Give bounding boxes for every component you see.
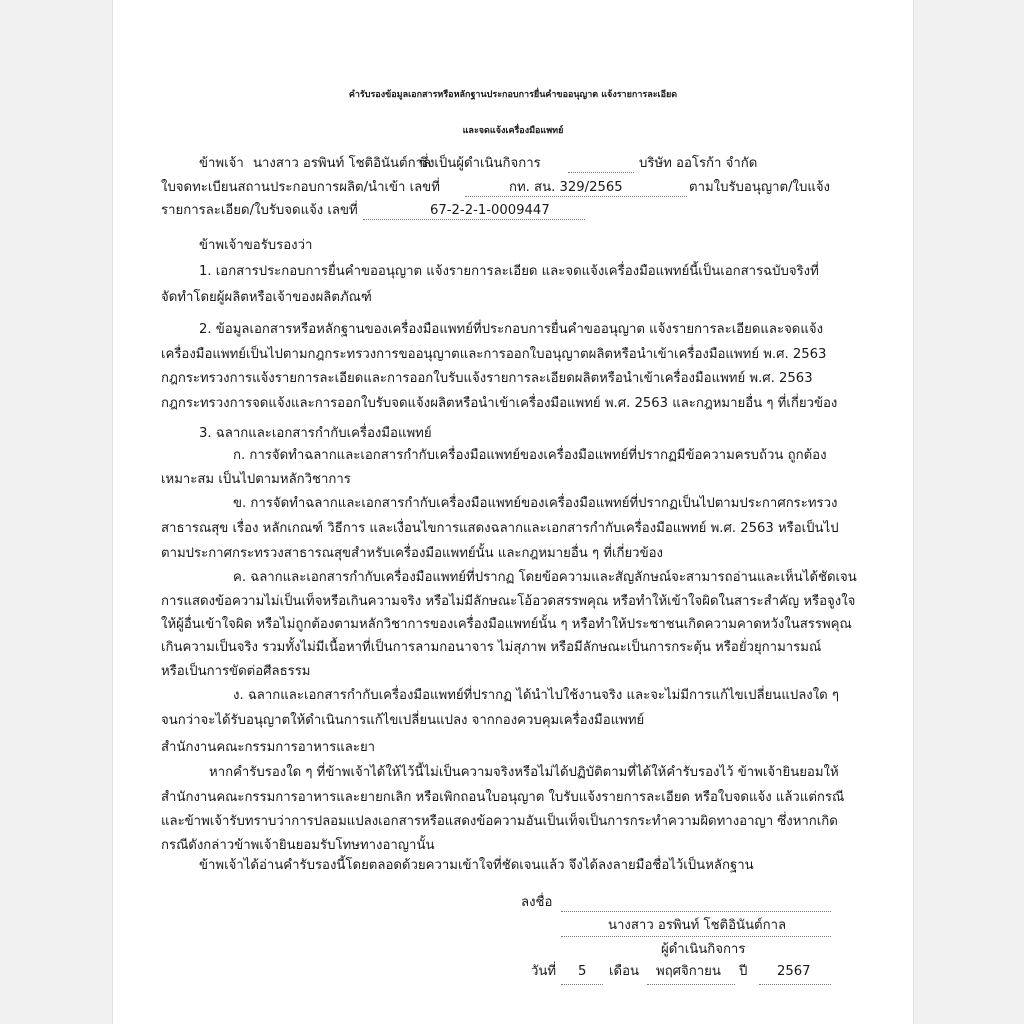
paragraph-5: ข้าพเจ้าได้อ่านคำรับรองนี้โดยตลอดด้วยความเข้าใจที่ชัดเจนแล้ว จึงได้ลงลายมือชื่อไว้เป็นหลักฐาน xyxy=(199,858,754,873)
paragraph-3c-line-5: หรือเป็นการขัดต่อศีลธรรม xyxy=(161,664,311,679)
sign-label: ลงชื่อ xyxy=(521,895,553,910)
paragraph-2-line-4: กฎกระทรวงการจดแจ้งและการออกใบรับจดแจ้งผลิตหรือนำเข้าเครื่องมือแพทย์ พ.ศ. 2563 และกฎหมายอื่น ๆ ที่เกี่ยวข้อง xyxy=(161,396,838,411)
paragraph-4-line-2: สำนักงานคณะกรรมการอาหารและยายกเลิก หรือเพิกถอนใบอนุญาต ใบรับแจ้งรายการละเอียด หรือใบจดแจ้ง แล้วแต่กรณี xyxy=(161,790,845,805)
year-label: ปี xyxy=(739,964,748,979)
document-title-line-2: และจดแจ้งเครื่องมือแพทย์ xyxy=(462,126,564,136)
month-value: พฤศจิกายน xyxy=(656,964,721,979)
signature-dotted-line xyxy=(561,911,831,912)
company-name: บริษัท ออโรก้า จำกัด xyxy=(639,156,758,171)
paragraph-1-line-2: จัดทำโดยผู้ผลิตหรือเจ้าของผลิตภัณฑ์ xyxy=(161,290,372,305)
document-page xyxy=(112,0,914,1024)
i-label: ข้าพเจ้า xyxy=(199,156,244,171)
fill-in-dotted-line xyxy=(363,219,585,220)
paragraph-3c-line-4: เกินความเป็นจริง รวมทั้งไม่มีเนื้อหาที่เป็นการลามกอนาจาร ไม่สุภาพ หรือมีลักษณะเป็นการกระตุ้น หรือยั่วยุกามารมณ์ xyxy=(161,640,822,655)
document-title-line-1: คำรับรองข้อมูลเอกสารหรือหลักฐานประกอบการยื่นคำขออนุญาต แจ้งรายการละเอียด xyxy=(348,90,678,100)
registration-number: กท. สน. 329/2565 xyxy=(509,180,623,195)
paragraph-3b-line-3: ตามประกาศกระทรวงสาธารณสุขสำหรับเครื่องมือแพทย์นั้น และกฎหมายอื่น ๆ ที่เกี่ยวข้อง xyxy=(161,546,663,561)
paragraph-4-line-4: กรณีดังกล่าวข้าพเจ้ายินยอมรับโทษทางอาญานั้น xyxy=(161,838,435,853)
year-dotted-line xyxy=(759,984,831,985)
day-label: วันที่ xyxy=(531,964,557,979)
paragraph-1-line-1: 1. เอกสารประกอบการยื่นคำขออนุญาต แจ้งรายการละเอียด และจดแจ้งเครื่องมือแพทย์นี้เป็นเอกสารฉบับจริงที่ xyxy=(199,264,819,279)
signer-role: ผู้ดำเนินกิจการ xyxy=(661,942,746,957)
paragraph-3c-line-2: การแสดงข้อความไม่เป็นเท็จหรือเกินความจริง หรือไม่มีลักษณะโอ้อวดสรรพคุณ หรือทำให้เข้าใจผิดในสาระสำคัญ หรือจูงใจ xyxy=(161,594,856,609)
paragraph-3a-line-1: ก. การจัดทำฉลากและเอกสารกำกับเครื่องมือแพทย์ของเครื่องมือแพทย์ที่ปรากฏมีข้อความครบถ้วน ถูกต้อง xyxy=(233,448,827,463)
paragraph-3c-line-3: ให้ผู้อื่นเข้าใจผิด หรือไม่ถูกต้องตามหลักวิชาการของเครื่องมือแพทย์นั้น ๆ หรือทำให้ประชาชนเกิดความคาดหวังในสรรพคุณ xyxy=(161,617,852,632)
detail-label: รายการละเอียด/ใบรับจดแจ้ง เลขที่ xyxy=(161,203,358,218)
paragraph-2-line-3: กฎกระทรวงการแจ้งรายการละเอียดและการออกใบรับแจ้งรายการละเอียดผลิตหรือนำเข้าเครื่องมือแพทย์ พ.ศ. 2563 xyxy=(161,371,813,386)
license-number: 67-2-2-1-0009447 xyxy=(430,203,550,218)
paragraph-3-heading: 3. ฉลากและเอกสารกำกับเครื่องมือแพทย์ xyxy=(199,426,432,441)
paragraph-3d-line-1: ง. ฉลากและเอกสารกำกับเครื่องมือแพทย์ที่ปรากฏ ได้นำไปใช้งานจริง และจะไม่มีการแก้ไขเปลี่ยนแปลงใด ๆ xyxy=(233,688,839,703)
certify-heading: ข้าพเจ้าขอรับรองว่า xyxy=(199,238,313,253)
paragraph-4-line-3: และข้าพเจ้ารับทราบว่าการปลอมแปลงเอกสารหรือแสดงข้อความอันเป็นเท็จเป็นการกระทำความผิดทางอาญา ซึ่งหากเกิด xyxy=(161,814,838,829)
month-label: เดือน xyxy=(609,964,640,979)
paragraph-3b-line-1: ข. การจัดทำฉลากและเอกสารกำกับเครื่องมือแพทย์ของเครื่องมือแพทย์ที่ปรากฏเป็นไปตามประกาศกระทรวง xyxy=(233,496,838,511)
name-dotted-line xyxy=(561,936,831,937)
fill-in-dotted-line xyxy=(568,172,634,173)
paragraph-3d-line-2: จนกว่าจะได้รับอนุญาตให้ดำเนินการแก้ไขเปลี่ยนแปลง จากกองควบคุมเครื่องมือแพทย์ xyxy=(161,713,645,728)
signer-name: นางสาว อรพินท์ โชติอินันต์กาล xyxy=(608,918,787,933)
paragraph-3c-line-1: ค. ฉลากและเอกสารกำกับเครื่องมือแพทย์ที่ปรากฏ โดยข้อความและสัญลักษณ์จะสามารถอ่านและเห็นได้ชัดเจน xyxy=(233,570,857,585)
applicant-name: นางสาว อรพินท์ โชติอินันต์กาล xyxy=(253,156,432,171)
paragraph-2-line-2: เครื่องมือแพทย์เป็นไปตามกฎกระทรวงการขออนุญาตและการออกใบอนุญาตผลิตหรือนำเข้าเครื่องมือแพทย์ พ.ศ. 2563 xyxy=(161,347,827,362)
paragraph-4-line-1: หากคำรับรองใด ๆ ที่ข้าพเจ้าได้ให้ไว้นี้ไม่เป็นความจริงหรือไม่ได้ปฏิบัติตามที่ได้ให้คำรับรองไว้ ข้าพเจ้ายินยอมให้ xyxy=(209,765,839,780)
registration-label: ใบจดทะเบียนสถานประกอบการผลิต/นำเข้า เลขที่ xyxy=(161,180,440,195)
license-label: ตามใบรับอนุญาต/ใบแจ้ง xyxy=(689,180,830,195)
day-dotted-line xyxy=(561,984,603,985)
year-value: 2567 xyxy=(777,964,811,979)
paragraph-3d-line-3: สำนักงานคณะกรรมการอาหารและยา xyxy=(161,740,376,755)
paragraph-2-line-1: 2. ข้อมูลเอกสารหรือหลักฐานของเครื่องมือแพทย์ที่ประกอบการยื่นคำขออนุญาต แจ้งรายการละเอียดและจดแจ้ง xyxy=(199,322,824,337)
month-dotted-line xyxy=(647,984,735,985)
paragraph-3a-line-2: เหมาะสม เป็นไปตามหลักวิชาการ xyxy=(161,472,351,487)
day-value: 5 xyxy=(578,964,587,979)
operator-label: ซึ่งเป็นผู้ดำเนินกิจการ xyxy=(419,156,541,171)
fill-in-dotted-line xyxy=(465,196,687,197)
paragraph-3b-line-2: สาธารณสุข เรื่อง หลักเกณฑ์ วิธีการ และเงื่อนไขการแสดงฉลากและเอกสารกำกับเครื่องมือแพทย์ พ.ศ. 2563 หรือเป็นไป xyxy=(161,521,839,536)
